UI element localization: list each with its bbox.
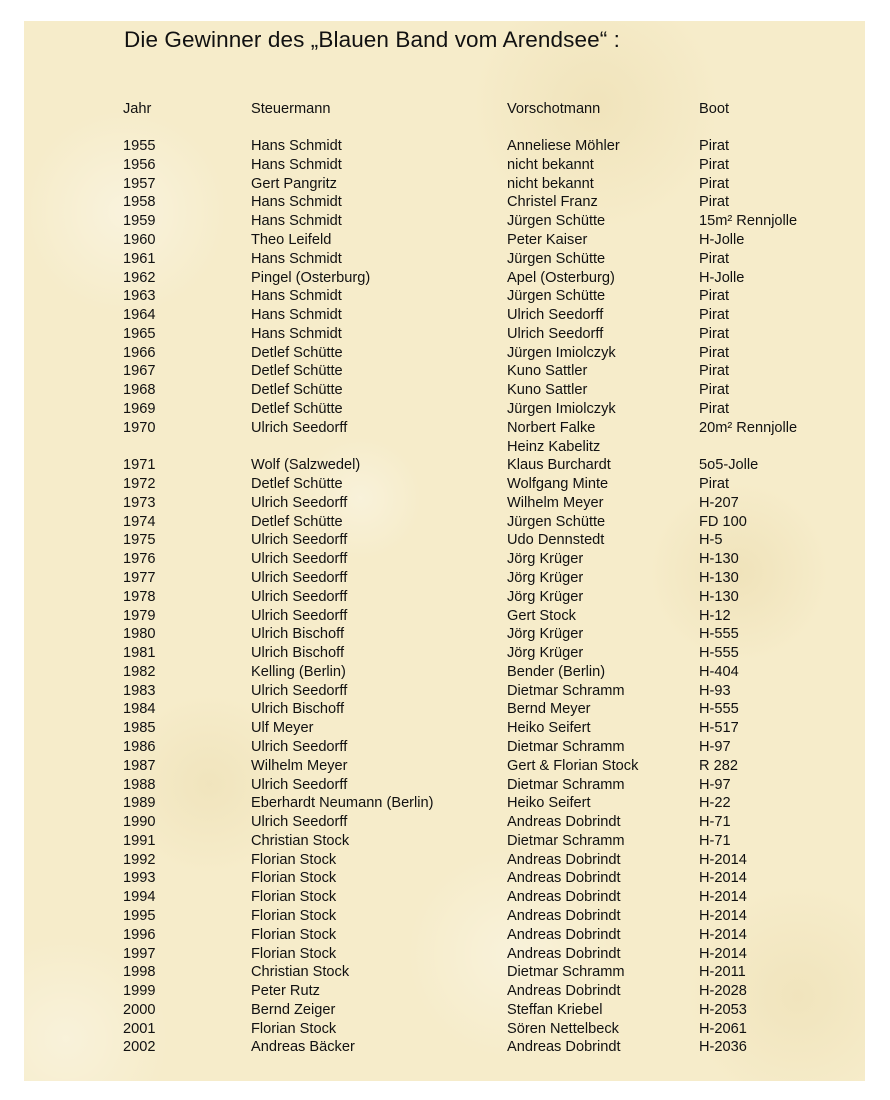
- row-boot: H-2014: [699, 926, 747, 943]
- table-header-row: [123, 100, 843, 118]
- row-boot: H-2061: [699, 1020, 747, 1037]
- table-row: [123, 269, 843, 287]
- table-row: [123, 945, 843, 963]
- row-jahr: 1964: [123, 307, 156, 323]
- table-row: [123, 1020, 843, 1038]
- row-boot: 15m² Rennjolle: [699, 213, 798, 230]
- table-row: [123, 813, 843, 831]
- row-steuermann: Hans Schmidt: [251, 194, 342, 211]
- row-steuermann: Ulf Meyer: [251, 720, 314, 737]
- row-jahr: 2000: [123, 1001, 156, 1018]
- row-jahr: 1972: [123, 476, 156, 492]
- table-row: [123, 381, 843, 399]
- row-boot: H-207: [699, 494, 739, 511]
- row-steuermann: Detlef Schütte: [251, 382, 343, 399]
- row-boot: 5o5-Jolle: [699, 457, 759, 474]
- row-jahr: 1999: [123, 983, 156, 1000]
- row-vorschotmann: Steffan Kriebel: [507, 1001, 603, 1018]
- row-boot: Pirat: [699, 325, 730, 342]
- row-vorschotmann: Andreas Dobrindt: [507, 945, 621, 962]
- row-jahr: 1990: [123, 814, 156, 831]
- row-steuermann: Ulrich Bischoff: [251, 701, 344, 718]
- table-row: [123, 344, 843, 362]
- row-steuermann: Ulrich Seedorff: [251, 682, 348, 699]
- row-steuermann: Hans Schmidt: [251, 156, 342, 173]
- row-steuermann: Florian Stock: [251, 889, 337, 906]
- row-boot: R 282: [699, 757, 738, 774]
- row-steuermann: Hans Schmidt: [251, 250, 342, 267]
- row-boot: H-2014: [699, 945, 747, 962]
- row-boot: Pirat: [699, 288, 730, 305]
- table-row: [123, 456, 843, 474]
- table-row: [123, 231, 843, 249]
- row-boot: H-555: [699, 626, 739, 643]
- row-boot: H-555: [699, 701, 739, 718]
- row-vorschotmann: Peter Kaiser: [507, 231, 588, 248]
- table-row: [123, 719, 843, 737]
- row-steuermann: Ulrich Seedorff: [251, 494, 348, 511]
- row-jahr: 1971: [123, 457, 156, 474]
- row-jahr: 1978: [123, 588, 156, 605]
- row-steuermann: Ulrich Seedorff: [251, 739, 348, 755]
- row-vorschotmann: Jürgen Schütte: [507, 213, 606, 230]
- row-jahr: 1975: [123, 532, 156, 549]
- row-vorschotmann: Heinz Kabelitz: [507, 438, 601, 455]
- row-steuermann: Andreas Bäcker: [251, 1039, 355, 1056]
- row-boot: Pirat: [699, 194, 730, 211]
- row-vorschotmann: Andreas Dobrindt: [507, 983, 621, 1000]
- row-vorschotmann: Heiko Seifert: [507, 795, 591, 812]
- row-vorschotmann: Jürgen Imiolczyk: [507, 400, 616, 417]
- row-vorschotmann: Jörg Krüger: [507, 569, 584, 586]
- table-row: [123, 926, 843, 944]
- row-vorschotmann: Andreas Dobrindt: [507, 889, 621, 906]
- row-boot: H-97: [699, 739, 731, 755]
- row-jahr: 1977: [123, 569, 156, 586]
- row-boot: H-2014: [699, 870, 747, 887]
- row-jahr: 1956: [123, 156, 156, 173]
- row-boot: H-71: [699, 814, 731, 831]
- row-vorschotmann: Andreas Dobrindt: [507, 908, 621, 924]
- table-row: [123, 625, 843, 643]
- row-vorschotmann: Dietmar Schramm: [507, 776, 625, 793]
- table-row: [123, 438, 843, 456]
- row-vorschotmann: Andreas Dobrindt: [507, 926, 621, 943]
- row-boot: Pirat: [699, 476, 730, 492]
- row-steuermann: Hans Schmidt: [251, 213, 342, 230]
- row-steuermann: Bernd Zeiger: [251, 1001, 336, 1018]
- table-row: [123, 700, 843, 718]
- row-steuermann: Florian Stock: [251, 851, 337, 868]
- table-row: [123, 212, 843, 230]
- row-boot: H-517: [699, 720, 739, 737]
- table-row: [123, 156, 843, 174]
- table-row: [123, 250, 843, 268]
- row-jahr: 2002: [123, 1039, 156, 1056]
- row-jahr: 1967: [123, 363, 156, 380]
- table-row: [123, 869, 843, 887]
- row-jahr: 1961: [123, 250, 156, 267]
- table-row: [123, 982, 843, 1000]
- table-row: [123, 663, 843, 681]
- table-row: [123, 362, 843, 380]
- row-vorschotmann: Dietmar Schramm: [507, 739, 625, 755]
- row-jahr: 1965: [123, 325, 156, 342]
- row-vorschotmann: Jörg Krüger: [507, 645, 584, 662]
- row-jahr: 1995: [123, 908, 156, 924]
- row-jahr: 1994: [123, 889, 156, 906]
- table-row: [123, 175, 843, 193]
- row-boot: H-130: [699, 588, 739, 605]
- row-jahr: 1976: [123, 551, 156, 568]
- table-row: [123, 531, 843, 549]
- row-boot: Pirat: [699, 382, 730, 399]
- row-vorschotmann: Apel (Osterburg): [507, 269, 615, 286]
- row-boot: Pirat: [699, 156, 730, 173]
- table-row: [123, 550, 843, 568]
- row-jahr: 1957: [123, 175, 156, 192]
- row-jahr: 1962: [123, 269, 156, 286]
- row-vorschotmann: Andreas Dobrindt: [507, 1039, 621, 1056]
- row-jahr: 1986: [123, 739, 156, 755]
- row-boot: H-97: [699, 776, 731, 793]
- row-vorschotmann: Christel Franz: [507, 194, 598, 211]
- row-jahr: 1985: [123, 720, 156, 737]
- row-vorschotmann: Dietmar Schramm: [507, 832, 625, 849]
- row-vorschotmann: Andreas Dobrindt: [507, 814, 621, 831]
- table-row: [123, 738, 843, 756]
- row-jahr: 1987: [123, 757, 156, 774]
- row-jahr: 1993: [123, 870, 156, 887]
- row-steuermann: Peter Rutz: [251, 983, 320, 1000]
- row-steuermann: Ulrich Seedorff: [251, 569, 348, 586]
- table-row: [123, 644, 843, 662]
- row-vorschotmann: Udo Dennstedt: [507, 532, 605, 549]
- table-row: [123, 306, 843, 324]
- table-row: [123, 137, 843, 155]
- header-jahr: Jahr: [123, 101, 152, 117]
- row-boot: H-71: [699, 832, 731, 849]
- row-boot: Pirat: [699, 250, 730, 267]
- row-vorschotmann: Kuno Sattler: [507, 382, 588, 399]
- row-jahr: 1984: [123, 701, 156, 718]
- row-boot: H-555: [699, 645, 739, 662]
- row-jahr: 1958: [123, 194, 156, 211]
- row-vorschotmann: Wilhelm Meyer: [507, 494, 604, 511]
- row-boot: H-2036: [699, 1039, 747, 1056]
- row-jahr: 1966: [123, 344, 156, 361]
- row-vorschotmann: Jörg Krüger: [507, 626, 584, 643]
- table-row: [123, 494, 843, 512]
- row-vorschotmann: Jürgen Imiolczyk: [507, 344, 616, 361]
- row-jahr: 1997: [123, 945, 156, 962]
- row-vorschotmann: Ulrich Seedorff: [507, 307, 604, 323]
- row-boot: H-2014: [699, 908, 747, 924]
- row-boot: H-22: [699, 795, 731, 812]
- row-steuermann: Ulrich Seedorff: [251, 776, 348, 793]
- row-boot: H-2014: [699, 889, 747, 906]
- row-boot: H-12: [699, 607, 731, 624]
- row-vorschotmann: Bender (Berlin): [507, 663, 606, 680]
- row-vorschotmann: Dietmar Schramm: [507, 682, 625, 699]
- row-boot: H-2014: [699, 851, 747, 868]
- row-steuermann: Ulrich Seedorff: [251, 607, 348, 624]
- row-jahr: 1959: [123, 213, 156, 230]
- table-row: [123, 475, 843, 493]
- header-boot: Boot: [699, 101, 730, 117]
- row-steuermann: Wilhelm Meyer: [251, 757, 348, 774]
- row-jahr: 1960: [123, 231, 156, 248]
- row-steuermann: Ulrich Bischoff: [251, 645, 344, 662]
- row-steuermann: Detlef Schütte: [251, 476, 343, 492]
- row-steuermann: Detlef Schütte: [251, 513, 343, 530]
- row-vorschotmann: Dietmar Schramm: [507, 964, 625, 981]
- row-boot: H-2011: [699, 964, 746, 981]
- row-jahr: 1973: [123, 494, 156, 511]
- row-steuermann: Ulrich Seedorff: [251, 588, 348, 605]
- row-steuermann: Hans Schmidt: [251, 307, 342, 323]
- row-steuermann: Ulrich Seedorff: [251, 551, 348, 568]
- row-steuermann: Florian Stock: [251, 870, 337, 887]
- row-steuermann: Hans Schmidt: [251, 325, 342, 342]
- row-steuermann: Florian Stock: [251, 926, 337, 943]
- table-row: [123, 776, 843, 794]
- row-jahr: 2001: [123, 1020, 156, 1037]
- table-row: [123, 588, 843, 606]
- table-row: [123, 963, 843, 981]
- row-boot: Pirat: [699, 400, 730, 417]
- table-row: [123, 287, 843, 305]
- row-vorschotmann: Andreas Dobrindt: [507, 870, 621, 887]
- row-boot: Pirat: [699, 307, 730, 323]
- row-jahr: 1981: [123, 645, 156, 662]
- row-vorschotmann: Andreas Dobrindt: [507, 851, 621, 868]
- table-row: [123, 419, 843, 437]
- row-vorschotmann: Bernd Meyer: [507, 701, 591, 718]
- row-vorschotmann: Jörg Krüger: [507, 551, 584, 568]
- row-jahr: 1979: [123, 607, 156, 624]
- row-boot: FD 100: [699, 513, 747, 530]
- row-steuermann: Florian Stock: [251, 1020, 337, 1037]
- row-boot: H-2053: [699, 1001, 747, 1018]
- row-vorschotmann: Heiko Seifert: [507, 720, 591, 737]
- row-steuermann: Wolf (Salzwedel): [251, 457, 361, 474]
- row-vorschotmann: Wolfgang Minte: [507, 476, 609, 492]
- row-vorschotmann: Ulrich Seedorff: [507, 325, 604, 342]
- row-jahr: 1989: [123, 795, 156, 812]
- row-boot: H-93: [699, 682, 731, 699]
- row-steuermann: Eberhardt Neumann (Berlin): [251, 795, 434, 812]
- row-steuermann: Hans Schmidt: [251, 138, 342, 154]
- row-vorschotmann: Klaus Burchardt: [507, 457, 611, 474]
- table-row: [123, 794, 843, 812]
- page-title: Die Gewinner des „Blauen Band vom Arendsee“ :: [124, 27, 621, 52]
- row-steuermann: Christian Stock: [251, 964, 350, 981]
- row-jahr: 1970: [123, 419, 156, 436]
- row-boot: H-Jolle: [699, 231, 745, 248]
- row-steuermann: Hans Schmidt: [251, 288, 342, 305]
- row-vorschotmann: Sören Nettelbeck: [507, 1020, 619, 1037]
- row-boot: Pirat: [699, 363, 730, 380]
- row-vorschotmann: Jürgen Schütte: [507, 288, 606, 305]
- row-jahr: 1969: [123, 400, 156, 417]
- row-jahr: 1991: [123, 832, 156, 849]
- row-boot: H-Jolle: [699, 269, 745, 286]
- row-boot: H-5: [699, 532, 723, 549]
- row-vorschotmann: Gert Stock: [507, 607, 576, 624]
- row-steuermann: Ulrich Seedorff: [251, 419, 348, 436]
- row-steuermann: Christian Stock: [251, 832, 350, 849]
- row-boot: 20m² Rennjolle: [699, 419, 798, 436]
- table-row: [123, 1001, 843, 1019]
- row-steuermann: Ulrich Bischoff: [251, 626, 344, 643]
- row-vorschotmann: Jürgen Schütte: [507, 513, 606, 530]
- row-boot: Pirat: [699, 175, 730, 192]
- row-steuermann: Theo Leifeld: [251, 231, 332, 248]
- table-row: [123, 325, 843, 343]
- table-row: [123, 513, 843, 531]
- row-steuermann: Pingel (Osterburg): [251, 269, 371, 286]
- row-boot: Pirat: [699, 138, 730, 154]
- row-jahr: 1996: [123, 926, 156, 943]
- row-jahr: 1988: [123, 776, 156, 793]
- row-steuermann: Detlef Schütte: [251, 400, 343, 417]
- row-vorschotmann: nicht bekannt: [507, 175, 594, 192]
- row-boot: H-2028: [699, 983, 747, 1000]
- row-steuermann: Kelling (Berlin): [251, 663, 346, 680]
- row-jahr: 1982: [123, 663, 156, 680]
- row-vorschotmann: Anneliese Möhler: [507, 138, 620, 154]
- row-boot: H-130: [699, 551, 739, 568]
- row-jahr: 1998: [123, 964, 156, 981]
- row-steuermann: Detlef Schütte: [251, 363, 343, 380]
- table-row: [123, 851, 843, 869]
- row-boot: H-404: [699, 663, 739, 680]
- table-row: [123, 682, 843, 700]
- row-steuermann: Ulrich Seedorff: [251, 814, 348, 831]
- row-steuermann: Detlef Schütte: [251, 344, 343, 361]
- table-row: [123, 569, 843, 587]
- table-row: [123, 400, 843, 418]
- table-row: [123, 607, 843, 625]
- table-row: [123, 757, 843, 775]
- row-steuermann: Ulrich Seedorff: [251, 532, 348, 549]
- header-steuermann: Steuermann: [251, 101, 331, 117]
- row-jahr: 1955: [123, 138, 156, 154]
- row-steuermann: Florian Stock: [251, 945, 337, 962]
- row-vorschotmann: Jürgen Schütte: [507, 250, 606, 267]
- row-steuermann: Gert Pangritz: [251, 175, 337, 192]
- row-vorschotmann: Gert & Florian Stock: [507, 757, 639, 774]
- row-jahr: 1992: [123, 851, 156, 868]
- row-vorschotmann: nicht bekannt: [507, 156, 594, 173]
- table-row: [123, 193, 843, 211]
- header-vorschotmann: Vorschotmann: [507, 101, 601, 117]
- row-boot: Pirat: [699, 344, 730, 361]
- table-row: [123, 888, 843, 906]
- row-vorschotmann: Norbert Falke: [507, 419, 596, 436]
- row-jahr: 1963: [123, 288, 156, 305]
- table-row: [123, 907, 843, 925]
- table-row: [123, 1038, 843, 1056]
- row-steuermann: Florian Stock: [251, 908, 337, 924]
- row-jahr: 1968: [123, 382, 156, 399]
- row-jahr: 1983: [123, 682, 156, 699]
- row-jahr: 1980: [123, 626, 156, 643]
- row-vorschotmann: Jörg Krüger: [507, 588, 584, 605]
- row-vorschotmann: Kuno Sattler: [507, 363, 588, 380]
- row-jahr: 1974: [123, 513, 156, 530]
- table-row: [123, 832, 843, 850]
- row-boot: H-130: [699, 569, 739, 586]
